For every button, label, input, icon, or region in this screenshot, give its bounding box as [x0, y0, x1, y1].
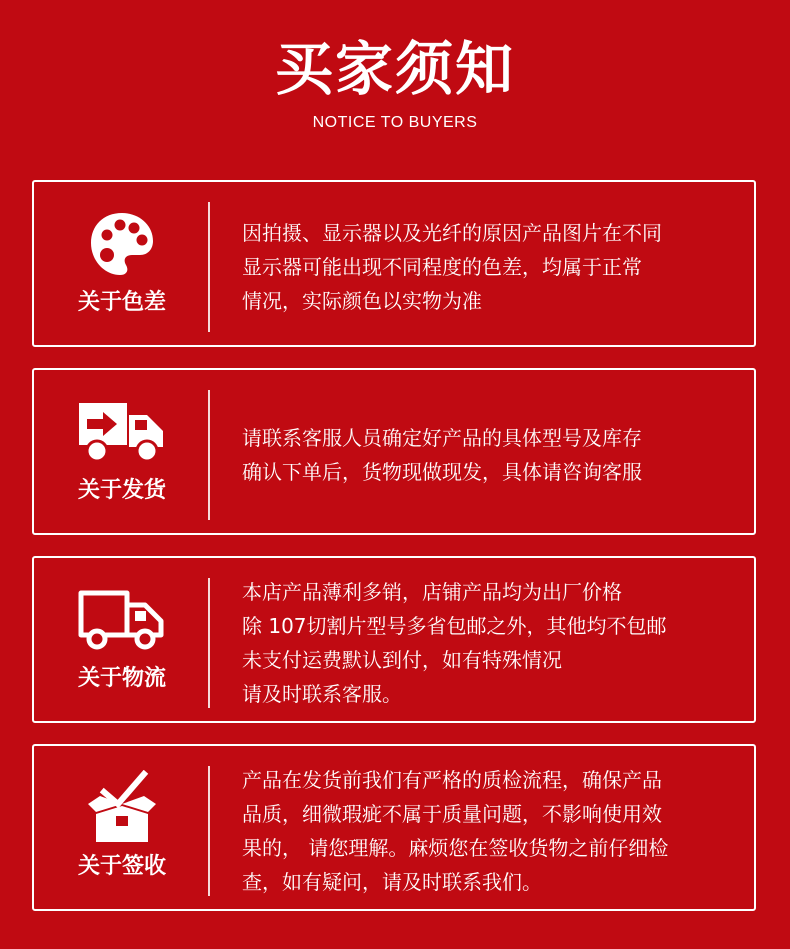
card-label-color: 关于色差: [77, 290, 166, 315]
notice-card-logistics: [32, 556, 756, 723]
card-divider: [208, 766, 210, 896]
desc-line: 品质，细微瑕疵不属于质量问题，不影响使用效: [242, 802, 662, 826]
card-label-receipt: 关于签收: [77, 854, 166, 879]
logistics-truck-icon: [34, 580, 210, 660]
notice-card-receipt: [32, 744, 756, 911]
desc-line: 产品在发货前我们有严格的质检流程，确保产品: [242, 768, 662, 792]
desc-line: 查，如有疑问，请及时联系我们。: [242, 870, 542, 894]
card-description-color: [242, 202, 742, 332]
page-title: 买家须知: [274, 35, 515, 103]
package-check-icon: [34, 768, 210, 848]
desc-line: 情况，实际颜色以实物为准: [242, 289, 482, 313]
card-description-logistics: [242, 578, 742, 708]
notice-card-shipping: [32, 368, 756, 535]
card-description-receipt: [242, 766, 742, 896]
desc-line: 请联系客服人员确定好产品的具体型号及库存: [242, 426, 642, 450]
desc-line: 显示器可能出现不同程度的色差，均属于正常: [242, 255, 642, 279]
card-label-logistics: 关于物流: [77, 666, 166, 691]
delivery-truck-icon: [34, 392, 210, 472]
desc-line: 请及时联系客服。: [242, 682, 402, 706]
desc-line: 因拍摄、显示器以及光纤的原因产品图片在不同: [242, 221, 662, 245]
desc-line: 除 107切割片型号多省包邮之外，其他均不包邮: [242, 614, 667, 638]
desc-line: 果的， 请您理解。麻烦您在签收货物之前仔细检: [242, 836, 669, 860]
card-label-shipping: 关于发货: [77, 478, 166, 503]
notice-card-color: [32, 180, 756, 347]
palette-icon: [34, 204, 210, 284]
desc-line: 确认下单后，货物现做现发，具体请咨询客服: [242, 460, 642, 484]
card-divider: [208, 202, 210, 332]
card-divider: [208, 578, 210, 708]
page-subtitle: NOTICE TO BUYERS: [312, 114, 478, 131]
card-description-shipping: [242, 390, 742, 520]
card-divider: [208, 390, 210, 520]
desc-line: 未支付运费默认到付，如有特殊情况: [242, 648, 562, 672]
desc-line: 本店产品薄利多销，店铺产品均为出厂价格: [242, 580, 622, 604]
